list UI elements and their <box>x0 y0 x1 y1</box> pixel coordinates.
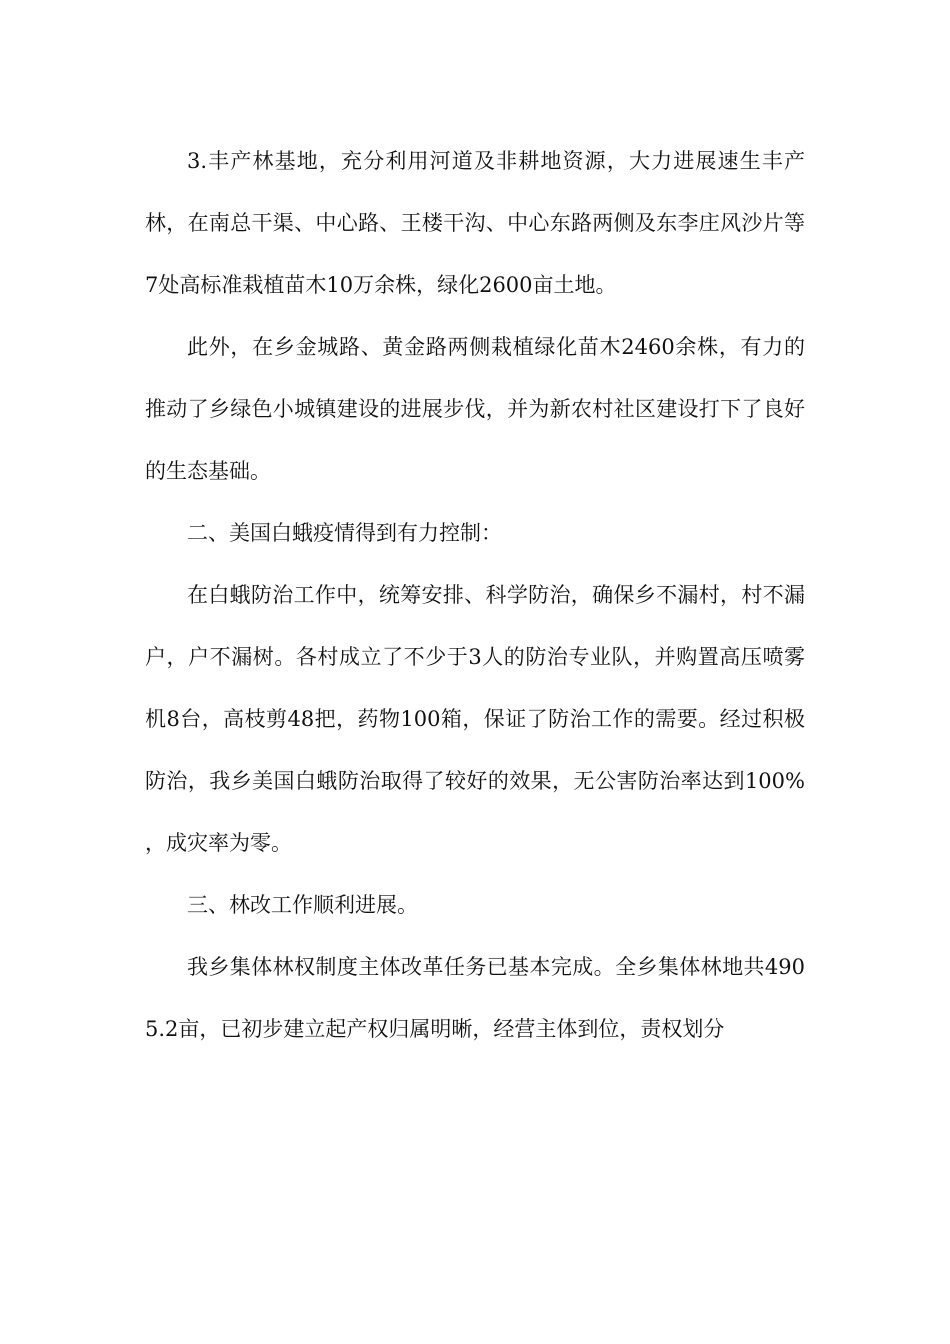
paragraph-town-greening: 此外，在乡金城路、黄金路两侧栽植绿化苗木2460余株，有力的推动了乡绿色小城镇建设的进展步伐，并为新农村社区建设打下了良好的生态基础。 <box>145 335 805 483</box>
paragraph-plantation: 3.丰产林基地，充分利用河道及非耕地资源，大力进展速生丰产林，在南总干渠、中心路、王楼干沟、中心东路两侧及东李庄风沙片等7处高标准栽植苗木10万余株，绿化2600亩土地。 <box>145 149 805 297</box>
document-body <box>145 130 805 1060</box>
section-heading-moth-control: 二、美国白蛾疫情得到有力控制： <box>187 521 502 545</box>
paragraph-forest-reform: 我乡集体林权制度主体改革任务已基本完成。全乡集体林地共4905.2亩，已初步建立起产权归属明晰，经营主体到位，责权划分 <box>145 955 805 1041</box>
paragraph-moth-control: 在白蛾防治工作中，统筹安排、科学防治，确保乡不漏村，村不漏户，户不漏树。各村成立了不少于3人的防治专业队，并购置高压喷雾机8台，高枝剪48把，药物100箱，保证了防治工作的需要。经过积极防治，我乡美国白蛾防治取得了较好的效果，无公害防治率达到100% ，成灾率为零。 <box>145 583 805 855</box>
section-heading-forest-reform: 三、林改工作顺利进展。 <box>187 893 418 917</box>
